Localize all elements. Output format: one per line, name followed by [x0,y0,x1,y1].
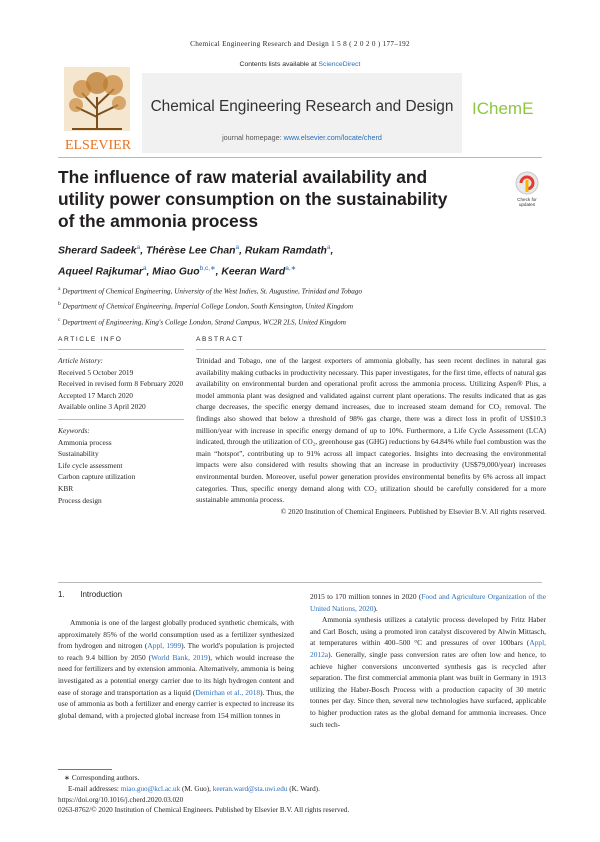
divider [58,419,184,420]
journal-title: Chemical Engineering Research and Design [150,98,454,115]
citation-link[interactable]: Demirhan et al., 2018 [195,687,261,697]
keyword: KBR [58,483,74,493]
affiliation: $^a$ Department of Chemical Engineering, University of the West Indies, St. Augustine, Trinidad and Tobago [58,286,363,296]
history-item: Received 5 October 2019 [58,367,134,377]
author-name[interactable]: Miao Guo [152,266,200,278]
author-line: Aqueel Rajkumar$^a$, Miao Guo$^{b,c,∗}$, Keeran Ward$^{a,∗}$ [58,265,297,278]
keyword: Ammonia process [58,437,112,447]
contents-line: Contents lists available at ScienceDirect [239,61,361,68]
author-line: Sherard Sadeek$^a$, Thérèse Lee Chan$^a$, Rukam Ramdath$^a$, [58,244,334,257]
article-title: The influence of raw material availability and utility power consumption on the sustainability of the ammonia process [58,167,448,231]
journal-banner [58,57,542,158]
issn-line: 0263-8762/© 2020 Institution of Chemical Engineers. Published by Elsevier B.V. All rights reserved. [58,806,350,815]
elsevier-tree-logo [58,63,138,153]
footnote-divider [58,769,112,770]
svg-text:Check for: Check for [517,197,537,202]
abstract-copyright: © 2020 Institution of Chemical Engineers. Published by Elsevier B.V. All rights reserved. [280,506,546,516]
history-item: Received in revised form 8 February 2020 [58,379,184,389]
icheme-logo [470,95,542,121]
citation-link[interactable]: Appl, 2012a [310,638,546,659]
intro-left-column [58,617,294,721]
divider [196,349,546,350]
doi-link[interactable]: https://doi.org/10.1016/j.cherd.2020.03.020 [58,795,184,804]
abstract [196,336,546,517]
author-name[interactable]: Aqueel Rajkumar [58,266,143,278]
citation-link[interactable]: Food and Agriculture Organization of the United Nations, 2020 [310,592,546,613]
author-list [58,239,542,282]
intro-right-column [310,591,546,730]
author-name[interactable]: Rukam Ramdath [244,245,327,257]
intro-paragraph: Ammonia synthesis utilizes a catalytic process developed by Fritz Haber and Carl Bosch, using a promoted iron catalyst discovered by Alwin Mittasch, at temperatures within 400–500 °C and pressures of over 100bars (Appl, 2012a). Generally, single pass conversion rates are often low and hence, to achieve higher conversions unconverted synthesis gas is recycled after separation. The first commercial ammonia plant was built in Germany in 1913 utilizing the Haber-Bosch Process with a production capacity of 30 metric tonnes per day. Since then, several new technologies have surfaced, applicable to higher production rates as the global demand for ammonia increases. Once such tech- [310,615,546,729]
sciencedirect-link[interactable]: ScienceDirect [318,61,361,68]
citation-link[interactable]: World Bank, 2019 [151,652,208,662]
corresponding-note: ∗ Corresponding authors. [64,774,140,782]
svg-text:ELSEVIER: ELSEVIER [64,138,132,153]
homepage-link[interactable]: www.elsevier.com/locate/cherd [283,133,382,142]
keywords-label: Keywords: [58,425,90,435]
history-item: Available online 3 April 2020 [58,402,146,412]
article-info [58,336,184,506]
running-head: Chemical Engineering Research and Design 1 5 8 ( 2 0 2 0 ) 177–192 [190,40,410,48]
svg-text:IChemE: IChemE [472,99,534,118]
svg-text:updates: updates [518,202,536,207]
divider [58,349,184,350]
intro-paragraph: 2015 to 170 million tonnes in 2020 (Food and Agriculture Organization of the United Nations, 2020). [310,592,546,613]
section-heading: 1. Introduction [58,590,123,599]
keyword: Sustainability [58,449,99,459]
keyword: Process design [58,495,102,505]
abstract-text: Trinidad and Tobago, one of the largest exporters of ammonia globally, has seen recent declines in natural gas availability making cutbacks in productivity necessary. This paper investigates, for the first time, effects of natural gas availability on environmental burden and operational profit across the ammonia process. Utilizing Aspen® Plus, a model ammonia plant was designed and validated against current plant operations. The results indicated that as gas charge decreases, the specific energy demand increases, due to increased steam demand for CO₂ removal. The findings also showed that below a threshold of 98% gas charge, there was a direct loss in profit of US$10.3 million/year with increase in specific energy demand of up to 10%. Furthermore, a Life Cycle Assessment (LCA) indicated, through the utilization of CO₂, greenhouse gas (GHG) reductions by 64.84% while fuel combustion was the main “hotspot”, contributing up to 91% across all impact categories. Insights into decreasing the environmental impacts were also considered with results showing that an increase in productivity (US$79,000/year) increases environmental burden. Moreover, useful power generation provides environmental benefits by 6% across all impact categories. Thus, specific energy demand along with CO₂ utilization should be carefully considered for a more sustainable ammonia process. [196,356,546,505]
abstract-heading: ABSTRACT [196,336,244,343]
keyword: Carbon capture utilization [58,472,136,482]
article-info-heading: ARTICLE INFO [58,336,123,343]
footnotes [58,773,542,816]
email-link[interactable]: keeran.ward@sta.uwi.edu [212,784,288,793]
check-for-updates-icon[interactable] [512,170,542,208]
history-item: Accepted 17 March 2020 [58,390,133,400]
keyword: Life cycle assessment [58,460,123,470]
journal-title-box [142,73,462,153]
history-label: Article history: [58,356,103,365]
email-link[interactable]: miao.guo@kcl.ac.uk [120,784,181,793]
journal-homepage: journal homepage: www.elsevier.com/locate/cherd [222,133,382,142]
citation-link[interactable]: Appl, 1999 [147,641,182,651]
email-line: E-mail addresses: miao.guo@kcl.ac.uk (M. Guo), keeran.ward@sta.uwi.edu (K. Ward). [68,784,320,793]
intro-paragraph: Ammonia is one of the largest globally produced synthetic chemicals, with approximately 85% of the world consumption used as a fertilizer synthesized from hydrogen and nitrogen (Appl, 1999). The world's population is projected to reach 9.4 billion by 2050 (World Bank, 2019), which would increase the need for fertilizers and by extension ammonia. Alternatively, ammonia is being investigated as a potential energy carrier due to its high hydrogen content and ease of storage and transportation as a liquid (Demirhan et al., 2018). Thus, the use of ammonia as both a fertilizer and energy carrier is expected to increase its global demand, with a projected global increase from 154 million tonnes in [58,618,294,720]
author-name[interactable]: Sherard Sadeek [58,245,137,257]
author-name[interactable]: Keeran Ward [221,266,286,278]
affiliation: $^c$ Department of Engineering, King's College London, Strand Campus, WC2R 2LS, United Kingdom [58,316,346,327]
divider [58,582,542,583]
affiliation: $^b$ Department of Chemical Engineering, Imperial College London, South Kensington, United Kingdom [58,301,354,311]
author-name[interactable]: Thérèse Lee Chan [145,245,236,257]
affiliations [58,283,542,329]
